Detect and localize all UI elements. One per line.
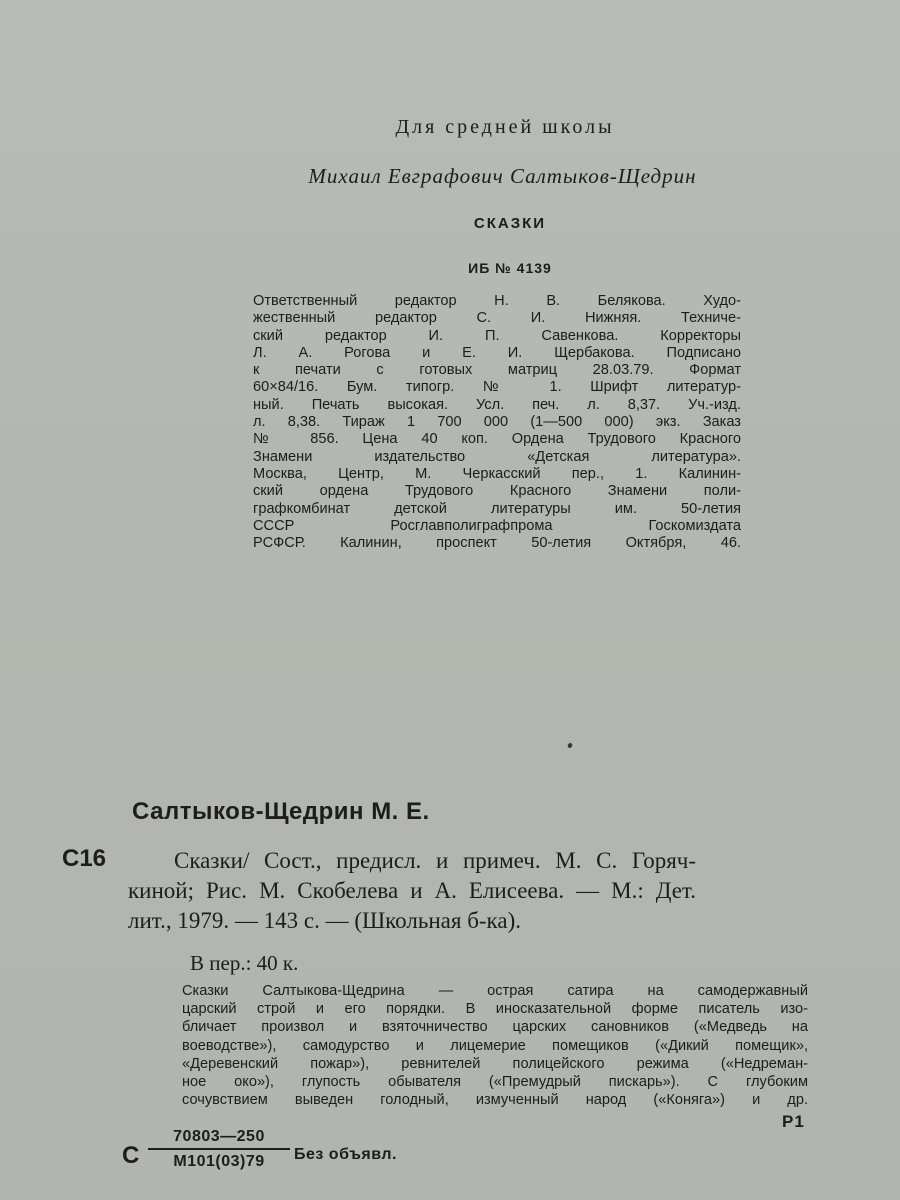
description-line: Сказки/ Сост., предисл. и примеч. М. С. Горяч- (174, 848, 696, 873)
annotation-line: Сказки Салтыкова-Щедрина — острая сатира на самодержавный (182, 983, 808, 999)
annotation-line: сочувствием выведен голодный, измученный народ («Коняга») и др. (182, 1092, 808, 1109)
imprint-line: РСФСР. Калинин, проспект 50-летия Октября, 46. (253, 535, 741, 552)
ib-number: ИБ № 4139 (468, 260, 552, 276)
description-line: лит., 1979. — 143 с. — (Школьная б-ка). (128, 908, 521, 933)
no-ad-note: Без объявл. (294, 1146, 397, 1163)
series-note: Для средней школы (395, 116, 615, 138)
imprint-line: Ответственный редактор Н. В. Белякова. Худо- (253, 293, 741, 309)
code-numerator: 70803—250 (148, 1128, 290, 1150)
imprint-line: л. 8,38. Тираж 1 700 000 (1—500 000) экз. Заказ (253, 414, 741, 431)
code-denominator: М101(03)79 (173, 1153, 265, 1170)
imprint-line: к печати с готовых матриц 28.03.79. Формат (253, 362, 741, 379)
description-line: киной; Рис. М. Скобелева и А. Елисеева. — М.: Дет. (128, 878, 696, 903)
annotation-line: ное око»), глупость обывателя («Премудрый пискарь»). С глубоким (182, 1074, 808, 1091)
imprint-block (253, 293, 741, 552)
imprint-line: ский ордена Трудового Красного Знамени поли- (253, 483, 741, 500)
annotation-block (182, 982, 808, 1109)
book-title: СКАЗКИ (473, 215, 547, 232)
ink-speck (567, 742, 573, 748)
imprint-line: СССР Росглавполиграфпрома Госкомиздата (253, 517, 741, 534)
annotation-line: воеводстве»), самодурство и лицемерие помещиков («Дикий помещик», (182, 1037, 808, 1054)
catalog-index: С16 (62, 845, 107, 872)
imprint-line: Л. А. Рогова и Е. И. Щербакова. Подписано (253, 344, 741, 361)
imprint-line: № 856. Цена 40 коп. Ордена Трудового Красного (253, 431, 741, 448)
rubric-code: Р1 (782, 1112, 805, 1131)
catalog-code-fraction (148, 1128, 290, 1171)
author-full-name: Михаил Евграфович Салтыков-Щедрин (308, 164, 697, 188)
code-letter: С (122, 1142, 140, 1169)
imprint-line: 60×84/16. Бум. типогр. № 1. Шрифт литератур- (253, 379, 741, 396)
annotation-line: «Деревенский пожар»), ревнителей полицейского режима («Недреман- (182, 1055, 808, 1072)
imprint-line: Знамени издательство «Детская литература». (253, 448, 741, 465)
imprint-line: Москва, Центр, М. Черкасский пер., 1. Калинин- (253, 465, 741, 482)
catalog-description (128, 846, 696, 936)
imprint-line: графкомбинат детской литературы им. 50-летия (253, 500, 741, 517)
imprint-line: ский редактор И. П. Савенкова. Корректоры (253, 327, 741, 344)
annotation-line: царский строй и его порядки. В иносказательной форме писатель изо- (182, 1001, 808, 1018)
imprint-line: жественный редактор С. И. Нижняя. Техниче- (253, 310, 741, 327)
catalog-author-heading: Салтыков-Щедрин М. Е. (132, 798, 430, 825)
annotation-line: бличает произвол и взяточничество царских сановников («Медведь на (182, 1019, 808, 1036)
price-note: В пер.: 40 к. (190, 951, 299, 975)
imprint-line: ный. Печать высокая. Усл. печ. л. 8,37. Уч.-изд. (253, 396, 741, 413)
